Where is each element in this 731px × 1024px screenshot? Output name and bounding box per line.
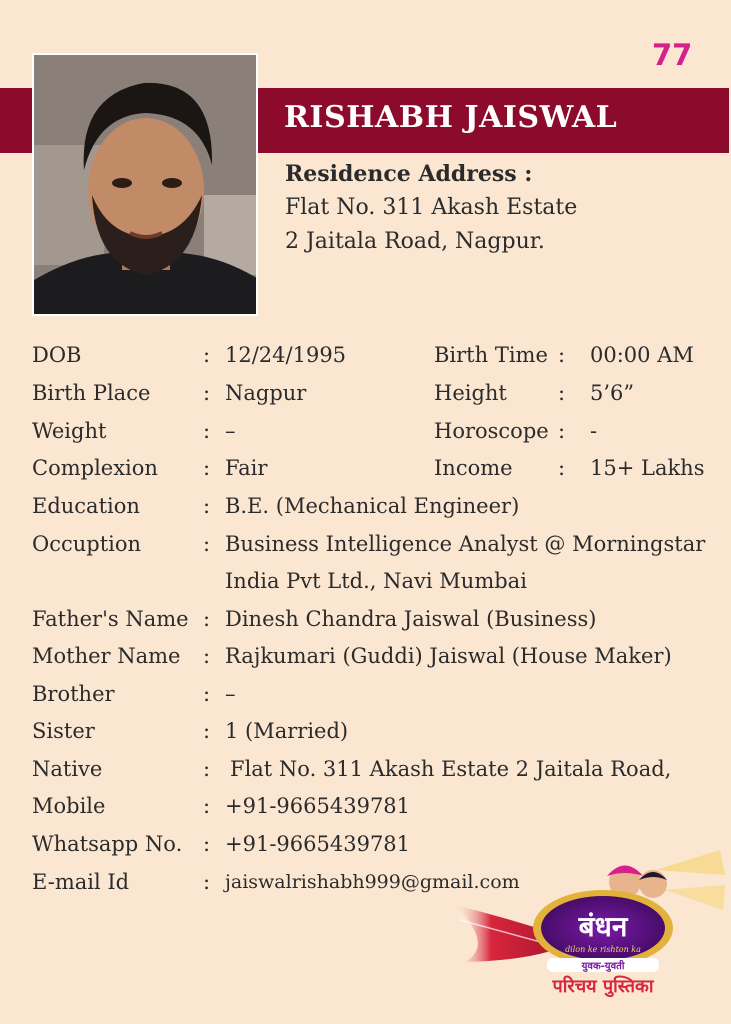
email-separator: :	[203, 870, 211, 894]
email-label: E-mail Id	[32, 870, 130, 894]
profile-name: RISHABH JAISWAL	[284, 100, 618, 135]
native-value: Flat No. 311 Akash Estate 2 Jaitala Road,	[230, 757, 672, 781]
bandhan-logo-graphic	[455, 850, 725, 1000]
occupation-label: Occuption	[32, 532, 142, 556]
brother-value: –	[225, 682, 236, 706]
birth-time-value: 00:00 AM	[590, 343, 694, 367]
profile-photo	[32, 53, 258, 316]
horoscope-value: -	[590, 419, 598, 443]
father-name-value: Dinesh Chandra Jaiswal (Business)	[225, 607, 597, 631]
bandhan-logo-title: बंधन	[578, 910, 628, 943]
mother-name-separator: :	[203, 644, 211, 668]
mother-name-label: Mother Name	[32, 644, 181, 668]
complexion-separator: :	[203, 456, 211, 480]
mobile-label: Mobile	[32, 794, 106, 818]
birth-place-separator: :	[203, 381, 211, 405]
complexion-label: Complexion	[32, 456, 158, 480]
whatsapp-value: +91-9665439781	[225, 832, 411, 856]
dob-value: 12/24/1995	[225, 343, 347, 367]
email-value: jaiswalrishabh999@gmail.com	[225, 871, 520, 893]
bandhan-logo-tagline: dilon ke rishton ka	[565, 945, 641, 954]
brother-label: Brother	[32, 682, 115, 706]
whatsapp-label: Whatsapp No.	[32, 832, 183, 856]
dob-separator: :	[203, 343, 211, 367]
bandhan-logo-subtitle-1: युवक-युवती	[581, 961, 625, 972]
income-label: Income	[434, 456, 513, 480]
height-separator: :	[558, 381, 566, 405]
whatsapp-separator: :	[203, 832, 211, 856]
weight-value: –	[225, 419, 236, 443]
bandhan-logo	[455, 850, 725, 1000]
residence-address-label: Residence Address :	[285, 161, 533, 187]
birth-place-value: Nagpur	[225, 381, 307, 405]
page-number: 77	[652, 38, 693, 72]
dob-label: DOB	[32, 343, 82, 367]
native-label: Native	[32, 757, 103, 781]
brother-separator: :	[203, 682, 211, 706]
residence-address-line-1: Flat No. 311 Akash Estate	[285, 195, 578, 220]
occupation-separator: :	[203, 532, 211, 556]
mobile-value: +91-9665439781	[225, 794, 411, 818]
height-value: 5’6”	[590, 381, 635, 405]
birth-place-label: Birth Place	[32, 381, 151, 405]
sister-label: Sister	[32, 719, 95, 743]
native-separator: :	[203, 757, 211, 781]
complexion-value: Fair	[225, 456, 268, 480]
weight-label: Weight	[32, 419, 107, 443]
sister-value: 1 (Married)	[225, 719, 349, 743]
income-separator: :	[558, 456, 566, 480]
education-label: Education	[32, 494, 140, 518]
profile-photo-illustration	[34, 55, 258, 316]
father-name-label: Father's Name	[32, 607, 189, 631]
horoscope-separator: :	[558, 419, 566, 443]
weight-separator: :	[203, 419, 211, 443]
education-value: B.E. (Mechanical Engineer)	[225, 494, 520, 518]
sister-separator: :	[203, 719, 211, 743]
residence-address-line-2: 2 Jaitala Road, Nagpur.	[285, 229, 545, 254]
father-name-separator: :	[203, 607, 211, 631]
income-value: 15+ Lakhs	[590, 456, 705, 480]
occupation-value: Business Intelligence Analyst @ Morningstar	[225, 532, 706, 556]
mother-name-value: Rajkumari (Guddi) Jaiswal (House Maker)	[225, 644, 672, 668]
horoscope-label: Horoscope	[434, 419, 549, 443]
birth-time-label: Birth Time	[434, 343, 548, 367]
mobile-separator: :	[203, 794, 211, 818]
bandhan-logo-subtitle-2: परिचय पुस्तिका	[552, 976, 654, 997]
occupation-value-continued: India Pvt Ltd., Navi Mumbai	[225, 569, 527, 593]
birth-time-separator: :	[558, 343, 566, 367]
height-label: Height	[434, 381, 507, 405]
education-separator: :	[203, 494, 211, 518]
